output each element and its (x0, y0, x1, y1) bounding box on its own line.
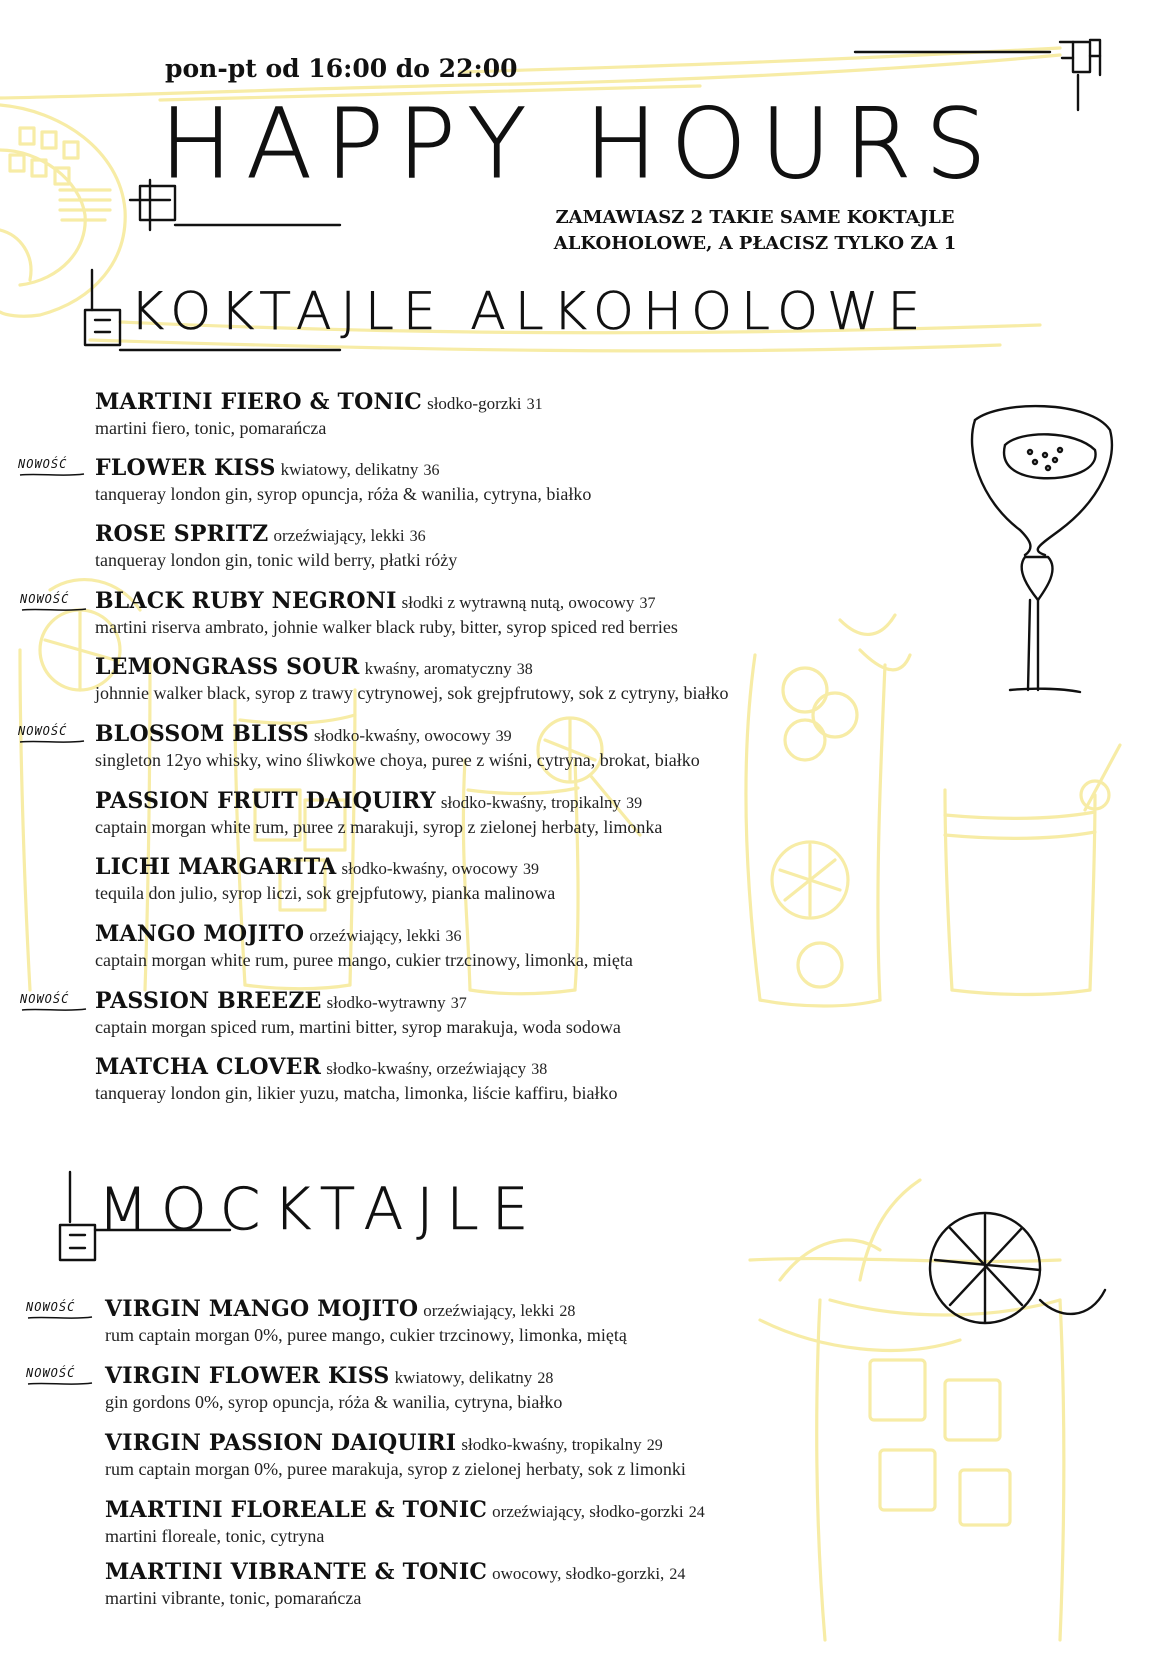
item-ingredients: tequila don julio, syrop liczi, sok grejpfutowy, pianka malinowa (95, 883, 556, 903)
item-name: VIRGIN PASSION DAIQUIRI (105, 1430, 457, 1456)
item-style: orzeźwiający, lekki (273, 526, 405, 545)
item-ingredients: johnnie walker black, syrop z trawy cytrynowej, sok grejpfrutowy, sok z cytryny, białko (95, 683, 729, 703)
underline-icon (18, 471, 86, 479)
item-price: 39 (626, 795, 643, 812)
item-style: orzeźwiający, słodko-gorzki (492, 1502, 684, 1521)
item-style: słodko-gorzki (427, 394, 522, 413)
menu-item (95, 655, 995, 704)
item-ingredients: tanqueray london gin, likier yuzu, matcha, limonka, liście kaffiru, białko (95, 1083, 618, 1103)
promo-line-1: ZAMAWIASZ 2 TAKIE SAME KOKTAJLE (555, 207, 955, 228)
menu-item (95, 390, 995, 439)
menu-item (95, 456, 995, 505)
new-badge (26, 1300, 94, 1322)
item-style: owocowy, słodko-gorzki, (492, 1564, 665, 1583)
menu-item (95, 855, 995, 904)
item-style: kwiatowy, delikatny (394, 1368, 533, 1387)
item-price: 36 (445, 928, 462, 945)
item-name: MARTINI FIERO & TONIC (95, 389, 422, 415)
promo-line-2: ALKOHOLOWE, A PŁACISZ TYLKO ZA 1 (553, 233, 957, 254)
item-style: słodko-kwaśny, tropikalny (461, 1435, 642, 1454)
item-name: MANGO MOJITO (95, 921, 305, 947)
page-title: HAPPY HOURS (160, 88, 1001, 200)
menu-item (105, 1431, 1005, 1480)
menu-item (95, 922, 995, 971)
underline-icon (26, 1314, 94, 1322)
item-style: słodko-kwaśny, tropikalny (440, 793, 622, 812)
menu-item (95, 1055, 995, 1104)
section-title-cocktails: KOKTAJLE ALKOHOLOWE (130, 282, 930, 342)
new-badge (20, 592, 88, 614)
happy-hours-time: pon-pt od 16:00 do 22:00 (165, 54, 518, 83)
item-name: MATCHA CLOVER (95, 1054, 322, 1080)
menu-item (95, 789, 995, 838)
item-style: kwaśny, aromatyczny (364, 659, 512, 678)
item-name: MARTINI VIBRANTE & TONIC (105, 1559, 488, 1585)
item-price: 38 (516, 661, 533, 678)
item-name: BLACK RUBY NEGRONI (95, 588, 397, 614)
item-price: 29 (646, 1437, 663, 1454)
item-name: LEMONGRASS SOUR (95, 654, 360, 680)
item-ingredients: captain morgan spiced rum, martini bitter, syrop marakuja, woda sodowa (95, 1017, 621, 1037)
new-badge (26, 1366, 94, 1388)
item-ingredients: martini vibrante, tonic, pomarańcza (105, 1588, 362, 1608)
item-style: orzeźwiający, lekki (423, 1301, 555, 1320)
item-price: 38 (531, 1061, 548, 1078)
new-badge-label: NOWOŚĆ (18, 457, 68, 471)
item-price: 37 (639, 595, 656, 612)
new-badge-label: NOWOŚĆ (26, 1366, 76, 1380)
item-ingredients: singleton 12yo whisky, wino śliwkowe choya, puree z wiśni, cytryna, brokat, białko (95, 750, 700, 770)
item-ingredients: tanqueray london gin, syrop opuncja, róża & wanilia, cytryna, białko (95, 484, 592, 504)
item-name: VIRGIN MANGO MOJITO (105, 1296, 419, 1322)
section-title-mocktails: MOCKTAJLE (98, 1175, 542, 1243)
item-ingredients: rum captain morgan 0%, puree marakuja, syrop z zielonej herbaty, sok z limonki (105, 1459, 686, 1479)
new-badge-label: NOWOŚĆ (20, 992, 70, 1006)
menu-item (105, 1297, 1005, 1346)
new-badge (18, 457, 86, 479)
item-style: słodko-wytrawny (326, 993, 446, 1012)
item-style: słodko-kwaśny, owocowy (314, 726, 491, 745)
item-style: słodko-kwaśny, owocowy (341, 859, 518, 878)
item-price: 37 (450, 995, 467, 1012)
item-name: ROSE SPRITZ (95, 521, 269, 547)
promo-text (530, 205, 980, 257)
new-badge-label: NOWOŚĆ (20, 592, 70, 606)
item-price: 36 (409, 528, 426, 545)
item-ingredients: rum captain morgan 0%, puree mango, cukier trzcinowy, limonka, miętą (105, 1325, 627, 1345)
item-price: 31 (526, 396, 543, 413)
new-badge-label: NOWOŚĆ (26, 1300, 76, 1314)
item-price: 28 (559, 1303, 576, 1320)
item-price: 24 (669, 1566, 686, 1583)
item-name: PASSION BREEZE (95, 988, 322, 1014)
item-ingredients: martini riserva ambrato, johnie walker black ruby, bitter, syrop spiced red berries (95, 617, 678, 637)
item-price: 39 (523, 861, 540, 878)
new-badge (20, 992, 88, 1014)
underline-icon (18, 738, 86, 746)
item-style: słodko-kwaśny, orzeźwiający (326, 1059, 527, 1078)
item-style: kwiatowy, delikatny (280, 460, 419, 479)
item-ingredients: martini floreale, tonic, cytryna (105, 1526, 325, 1546)
item-price: 28 (537, 1370, 554, 1387)
new-badge-label: NOWOŚĆ (18, 724, 68, 738)
item-name: MARTINI FLOREALE & TONIC (105, 1497, 488, 1523)
menu-item (105, 1498, 1005, 1547)
menu-item (95, 589, 995, 638)
item-style: orzeźwiający, lekki (309, 926, 441, 945)
new-badge (18, 724, 86, 746)
item-ingredients: captain morgan white rum, puree mango, cukier trzcinowy, limonka, mięta (95, 950, 633, 970)
underline-icon (26, 1380, 94, 1388)
item-ingredients: gin gordons 0%, syrop opuncja, róża & wanilia, cytryna, białko (105, 1392, 563, 1412)
item-price: 39 (495, 728, 512, 745)
underline-icon (20, 606, 88, 614)
item-ingredients: tanqueray london gin, tonic wild berry, płatki róży (95, 550, 458, 570)
menu-item (95, 522, 995, 571)
item-style: słodki z wytrawną nutą, owocowy (401, 593, 635, 612)
item-price: 36 (423, 462, 440, 479)
item-name: BLOSSOM BLISS (95, 721, 309, 747)
item-name: PASSION FRUIT DAIQUIRY (95, 788, 436, 814)
menu-item (95, 989, 995, 1038)
lemon-slice-icon (0, 105, 125, 316)
item-price: 24 (688, 1504, 705, 1521)
menu-item (105, 1560, 1005, 1609)
underline-icon (20, 1006, 88, 1014)
menu-item (95, 722, 995, 771)
item-ingredients: captain morgan white rum, puree z marakuji, syrop z zielonej herbaty, limonka (95, 817, 663, 837)
item-ingredients: martini fiero, tonic, pomarańcza (95, 418, 327, 438)
item-name: VIRGIN FLOWER KISS (105, 1363, 390, 1389)
item-name: FLOWER KISS (95, 455, 276, 481)
menu-item (105, 1364, 1005, 1413)
item-name: LICHI MARGARITA (95, 854, 337, 880)
